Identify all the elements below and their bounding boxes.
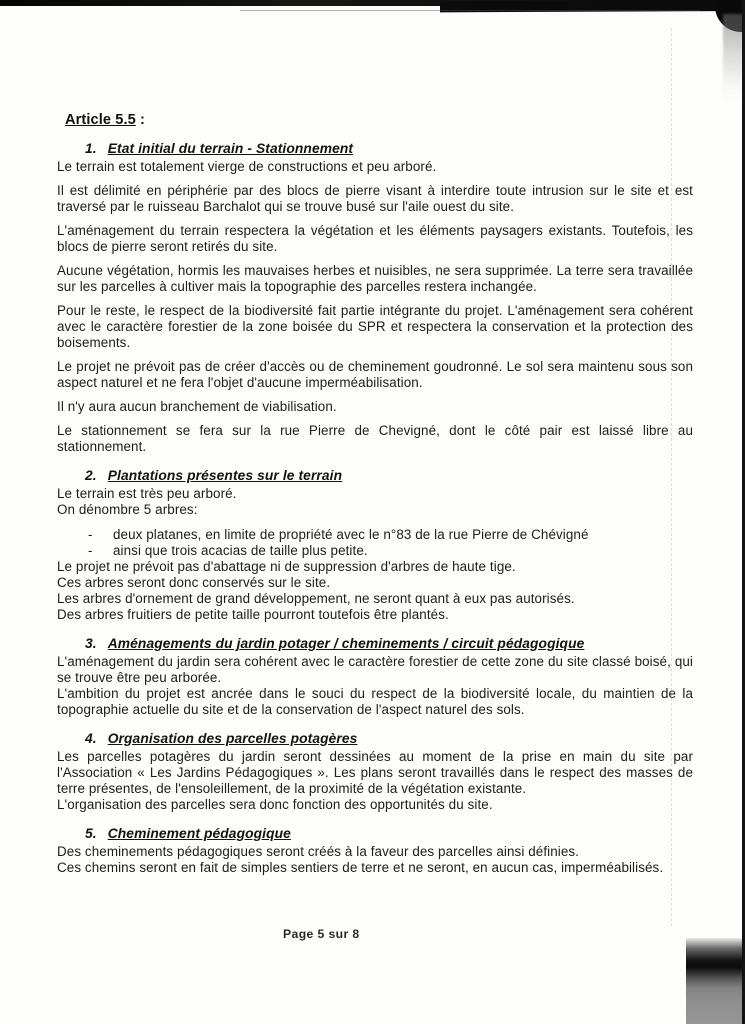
section-2-number: 2. [85,468,97,483]
section-1-heading-text: Etat initial du terrain - Stationnement [107,141,354,156]
paragraph: Le terrain est totalement vierge de constructions et peu arboré. [57,159,437,174]
text-line: Des arbres fruitiers de petite taille pourront toutefois être plantés. [57,607,449,622]
section-5-heading [85,826,693,842]
paragraph: Le stationnement se fera sur la rue Pierre de Chevigné, dont le côté pair est laissé libre au stationnement. [57,423,693,454]
section-3-number: 3. [85,636,97,651]
scan-corner-shadow [723,14,743,104]
bullet-list [57,527,693,559]
document-title-suffix: : [135,112,145,128]
list-item [57,527,693,543]
page-number-footer: Page 5 sur 8 [283,927,360,941]
text-line: Les arbres d'ornement de grand développement, ne seront quant à eux pas autorisés. [57,591,575,606]
section-1-heading [85,141,693,157]
section-4-heading [85,731,693,747]
paragraph: Ces chemins seront en fait de simples sentiers de terre et ne seront, en aucun cas, imperméabilisés. [57,860,664,875]
section-4-number: 4. [85,731,97,746]
paragraph: Il n'y aura aucun branchement de viabilisation. [57,399,337,414]
paragraph: Le projet ne prévoit pas de créer d'accès ou de cheminement goudronné. Le sol sera maintenu sous son aspect naturel et ne fera l'objet d'aucune imperméabilisation. [57,359,693,390]
section-1 [57,141,693,455]
section-3 [57,636,693,718]
document-title-text: Article 5.5 [65,112,136,128]
paragraph: L'aménagement du jardin sera cohérent avec le caractère forestier de cette zone du site classé boisé, qui se trouve être peu arborée. [57,654,693,685]
list-item-text: deux platanes, en limite de propriété avec le n°83 de la rue Pierre de Chévigné [113,527,589,542]
list-item-text: ainsi que trois acacias de taille plus petite. [113,543,368,558]
text-line: Le projet ne prévoit pas d'abattage ni de suppression d'arbres de haute tige. [57,559,516,574]
paragraph: Pour le reste, le respect de la biodiversité fait partie intégrante du projet. L'aménagement sera cohérent avec le caractère forestier de la zone boisée du SPR et respectera la conservation et la protection des boisements. [57,303,693,350]
paragraph: L'aménagement du terrain respectera la végétation et les éléments paysagers existants. Toutefois, les blocs de pierre seront retirés du site. [57,223,693,254]
paragraph: Des cheminements pédagogiques seront créés à la faveur des parcelles ainsi définies. [57,844,579,859]
text-line: On dénombre 5 arbres: [57,502,198,517]
section-4-heading-text: Organisation des parcelles potagères [107,731,358,746]
section-5 [57,826,693,876]
section-2-heading [85,468,693,484]
paragraph: Les parcelles potagères du jardin seront dessinées au moment de la prise en main du site par l'Association « Les Jardins Pédagogiques ». Les plans seront travaillés dans le respect des masses de terre présentes, de l'ensoleillement, de la proximité de la végétation existante. [57,749,693,796]
scan-hairline [240,10,700,11]
section-3-heading-text: Aménagements du jardin potager / cheminements / circuit pédagogique [107,636,585,651]
dash-bullet-marker: - [88,527,93,542]
text-line: Ces arbres seront donc conservés sur le site. [57,575,331,590]
section-5-heading-text: Cheminement pédagogique [107,826,291,841]
paragraph: Il est délimité en périphérie par des blocs de pierre visant à interdire toute intrusion sur le site et est traversé par le ruisseau Barchalot qui se trouve busé sur l'aile ouest du site. [57,183,693,214]
text-line: Le terrain est très peu arboré. [57,486,237,501]
paragraph: L'organisation des parcelles sera donc fonction des opportunités du site. [57,797,493,812]
section-4 [57,731,693,813]
section-5-number: 5. [85,826,97,841]
section-2-heading-text: Plantations présentes sur le terrain [107,468,343,483]
scan-artifact-bottom-right [686,938,742,1024]
list-item [57,543,693,559]
section-2 [57,468,693,623]
document-title [65,112,693,128]
dash-bullet-marker: - [88,543,93,558]
section-1-number: 1. [85,141,97,156]
section-3-heading [85,636,693,652]
paragraph: L'ambition du projet est ancrée dans le souci du respect de la biodiversité locale, du maintien de la topographie actuelle du site et de la conservation de l'aspect naturel des sols. [57,686,693,717]
paragraph: Aucune végétation, hormis les mauvaises herbes et nuisibles, ne sera supprimée. La terre sera travaillée sur les parcelles à cultiver mais la topographie des parcelles restera inchangée. [57,263,693,294]
document-content [57,112,693,876]
